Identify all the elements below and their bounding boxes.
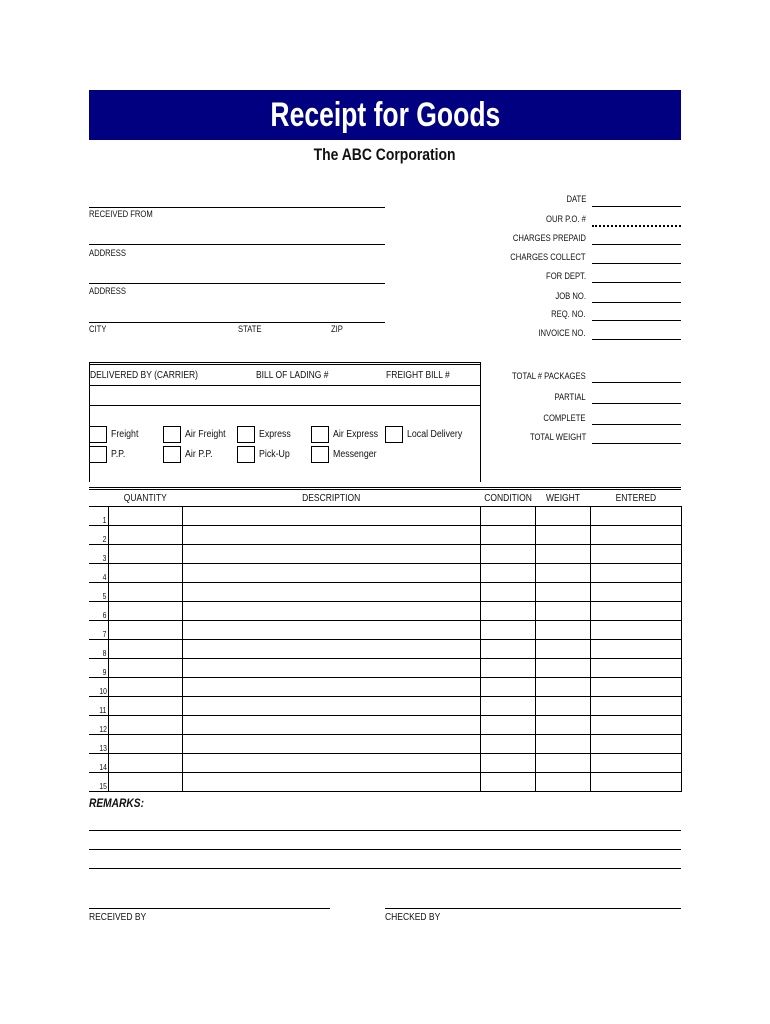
quantity-cell[interactable]	[108, 773, 182, 792]
table-row	[89, 526, 681, 545]
condition-cell[interactable]	[480, 507, 535, 526]
table-header-row	[89, 489, 681, 507]
quantity-cell[interactable]	[108, 602, 182, 621]
shipping-box-top	[89, 362, 481, 365]
bill-of-lading-label: BILL OF LADING #	[256, 370, 329, 381]
description-cell[interactable]	[182, 545, 480, 564]
entered-cell[interactable]	[590, 659, 681, 678]
local-delivery-label: Local Delivery	[407, 429, 463, 440]
entered-cell[interactable]	[590, 735, 681, 754]
job-no-field[interactable]	[592, 288, 681, 303]
remarks-line-2[interactable]	[89, 835, 681, 850]
partial-field[interactable]	[592, 389, 681, 404]
date-field[interactable]	[592, 192, 681, 207]
goods-table	[89, 487, 682, 792]
pick-up-label: Pick-Up	[259, 449, 290, 460]
condition-cell[interactable]	[480, 754, 535, 773]
complete-label: COMPLETE	[543, 413, 586, 423]
table-row	[89, 678, 681, 697]
condition-cell[interactable]	[480, 735, 535, 754]
remarks-label: REMARKS:	[89, 796, 144, 810]
remarks-line-1[interactable]	[89, 816, 681, 831]
pick-up-checkbox[interactable]	[237, 446, 255, 463]
condition-cell[interactable]	[480, 773, 535, 792]
condition-cell[interactable]	[480, 545, 535, 564]
row-number-text: 9	[102, 668, 107, 677]
row-number	[89, 526, 108, 545]
entered-cell[interactable]	[590, 754, 681, 773]
row-number-text: 4	[102, 573, 107, 582]
weight-cell[interactable]	[535, 583, 590, 602]
city-label: CITY	[89, 324, 107, 334]
shipping-entry-divider	[89, 405, 481, 406]
air-pp-checkbox[interactable]	[163, 446, 181, 463]
for-dept-field[interactable]	[592, 268, 681, 283]
row-number	[89, 716, 108, 735]
condition-cell[interactable]	[480, 583, 535, 602]
row-number-text: 7	[102, 630, 107, 639]
description-cell[interactable]	[182, 754, 480, 773]
description-cell[interactable]	[182, 583, 480, 602]
row-number-text: 6	[102, 611, 107, 620]
quantity-cell[interactable]	[108, 564, 182, 583]
job-no-label: JOB NO.	[555, 291, 586, 301]
row-number	[89, 678, 108, 697]
description-cell[interactable]	[182, 659, 480, 678]
air-express-label: Air Express	[333, 429, 378, 440]
table-row	[89, 659, 681, 678]
row-number-text: 1	[102, 516, 107, 525]
description-cell[interactable]	[182, 621, 480, 640]
condition-cell[interactable]	[480, 659, 535, 678]
charges-prepaid-field[interactable]	[592, 230, 681, 245]
entered-cell[interactable]	[590, 602, 681, 621]
address-1-label: ADDRESS	[89, 248, 126, 258]
checked-by-signature-line[interactable]	[385, 894, 681, 909]
weight-cell[interactable]	[535, 602, 590, 621]
invoice-no-label: INVOICE NO.	[538, 328, 586, 338]
entered-cell[interactable]	[590, 564, 681, 583]
charges-collect-field[interactable]	[592, 249, 681, 264]
carrier-entry-field[interactable]	[91, 388, 477, 402]
description-cell[interactable]	[182, 697, 480, 716]
table-row	[89, 735, 681, 754]
messenger-label: Messenger	[333, 449, 377, 460]
weight-cell[interactable]	[535, 564, 590, 583]
air-express-checkbox[interactable]	[311, 426, 329, 443]
address-2-line[interactable]	[89, 269, 385, 284]
condition-cell[interactable]	[480, 697, 535, 716]
row-number-text: 10	[98, 687, 107, 696]
row-number-text: 12	[98, 725, 107, 734]
address-2-label: ADDRESS	[89, 286, 126, 296]
weight-cell[interactable]	[535, 621, 590, 640]
weight-cell[interactable]	[535, 545, 590, 564]
row-number	[89, 640, 108, 659]
air-pp-label: Air P.P.	[185, 449, 213, 460]
weight-cell[interactable]	[535, 640, 590, 659]
company-name: The ABC Corporation	[314, 145, 456, 164]
description-cell[interactable]	[182, 735, 480, 754]
date-label: DATE	[566, 194, 586, 204]
row-number-text: 13	[98, 744, 107, 753]
quantity-cell[interactable]	[108, 716, 182, 735]
entered-cell[interactable]	[590, 526, 681, 545]
row-number-text: 15	[98, 782, 107, 791]
condition-cell[interactable]	[480, 640, 535, 659]
condition-cell[interactable]	[480, 621, 535, 640]
our-po-label: OUR P.O. #	[546, 214, 586, 224]
quantity-cell[interactable]	[108, 697, 182, 716]
city-state-zip-line[interactable]	[89, 308, 385, 323]
entered-cell[interactable]	[590, 773, 681, 792]
partial-label: PARTIAL	[554, 392, 586, 402]
table-row	[89, 583, 681, 602]
freight-checkbox[interactable]	[89, 426, 107, 443]
local-delivery-checkbox[interactable]	[385, 426, 403, 443]
row-number-text: 2	[102, 535, 107, 544]
entered-cell[interactable]	[590, 621, 681, 640]
description-cell[interactable]	[182, 564, 480, 583]
total-weight-field[interactable]	[592, 429, 681, 444]
total-packages-field[interactable]	[592, 368, 681, 383]
weight-cell[interactable]	[535, 735, 590, 754]
table-row	[89, 621, 681, 640]
entered-cell[interactable]	[590, 716, 681, 735]
address-1-line[interactable]	[89, 230, 385, 245]
description-header: DESCRIPTION	[182, 489, 480, 507]
entered-cell[interactable]	[590, 583, 681, 602]
row-number-text: 5	[102, 592, 107, 601]
complete-field[interactable]	[592, 410, 681, 425]
quantity-cell[interactable]	[108, 621, 182, 640]
row-number	[89, 773, 108, 792]
table-row	[89, 507, 681, 526]
description-cell[interactable]	[182, 602, 480, 621]
entered-cell[interactable]	[590, 640, 681, 659]
total-weight-label: TOTAL WEIGHT	[529, 432, 586, 442]
received-by-label: RECEIVED BY	[89, 912, 147, 923]
table-row	[89, 564, 681, 583]
zip-label: ZIP	[331, 324, 343, 334]
table-row	[89, 754, 681, 773]
freight-label: Freight	[111, 429, 139, 440]
description-cell[interactable]	[182, 640, 480, 659]
entered-cell[interactable]	[590, 545, 681, 564]
row-number	[89, 754, 108, 773]
remarks-line-3[interactable]	[89, 854, 681, 869]
number-header	[89, 489, 108, 507]
weight-cell[interactable]	[535, 754, 590, 773]
description-cell[interactable]	[182, 773, 480, 792]
row-number	[89, 659, 108, 678]
charges-prepaid-label: CHARGES PREPAID	[513, 233, 586, 243]
weight-cell[interactable]	[535, 716, 590, 735]
table-row	[89, 697, 681, 716]
description-cell[interactable]	[182, 507, 480, 526]
express-checkbox[interactable]	[237, 426, 255, 443]
title-bar	[89, 90, 681, 140]
entered-header: ENTERED	[590, 489, 681, 507]
quantity-cell[interactable]	[108, 545, 182, 564]
pp-checkbox[interactable]	[89, 446, 107, 463]
quantity-cell[interactable]	[108, 640, 182, 659]
row-number	[89, 621, 108, 640]
table-row	[89, 545, 681, 564]
row-number-text: 3	[102, 554, 107, 563]
air-freight-checkbox[interactable]	[163, 426, 181, 443]
weight-cell[interactable]	[535, 526, 590, 545]
page-title: Receipt for Goods	[270, 95, 500, 134]
state-label: STATE	[238, 324, 262, 334]
description-cell[interactable]	[182, 526, 480, 545]
received-by-signature-line[interactable]	[89, 894, 330, 909]
table-row	[89, 716, 681, 735]
quantity-cell[interactable]	[108, 678, 182, 697]
condition-cell[interactable]	[480, 602, 535, 621]
condition-cell[interactable]	[480, 716, 535, 735]
quantity-cell[interactable]	[108, 526, 182, 545]
req-no-label: REQ. NO.	[551, 309, 586, 319]
invoice-no-field[interactable]	[592, 325, 681, 340]
quantity-cell[interactable]	[108, 507, 182, 526]
row-number	[89, 602, 108, 621]
row-number	[89, 735, 108, 754]
weight-cell[interactable]	[535, 678, 590, 697]
req-no-field[interactable]	[592, 306, 681, 321]
air-freight-label: Air Freight	[185, 429, 226, 440]
received-from-line[interactable]	[89, 193, 385, 208]
pp-label: P.P.	[111, 449, 126, 460]
quantity-cell[interactable]	[108, 754, 182, 773]
entered-cell[interactable]	[590, 507, 681, 526]
row-number-text: 8	[102, 649, 107, 658]
condition-header: CONDITION	[480, 489, 535, 507]
delivered-by-label: DELIVERED BY (CARRIER)	[90, 370, 199, 381]
weight-cell[interactable]	[535, 697, 590, 716]
row-number-text: 14	[98, 763, 107, 772]
weight-cell[interactable]	[535, 507, 590, 526]
table-row	[89, 773, 681, 792]
row-number-text: 11	[99, 706, 107, 715]
quantity-cell[interactable]	[108, 583, 182, 602]
description-cell[interactable]	[182, 678, 480, 697]
row-number	[89, 583, 108, 602]
charges-collect-label: CHARGES COLLECT	[510, 252, 586, 262]
entered-cell[interactable]	[590, 678, 681, 697]
condition-cell[interactable]	[480, 526, 535, 545]
weight-cell[interactable]	[535, 659, 590, 678]
entered-cell[interactable]	[590, 697, 681, 716]
row-number	[89, 697, 108, 716]
row-number	[89, 564, 108, 583]
condition-cell[interactable]	[480, 564, 535, 583]
messenger-checkbox[interactable]	[311, 446, 329, 463]
quantity-cell[interactable]	[108, 735, 182, 754]
row-number	[89, 507, 108, 526]
weight-cell[interactable]	[535, 773, 590, 792]
table-row	[89, 640, 681, 659]
received-from-label: RECEIVED FROM	[89, 209, 153, 219]
our-po-field[interactable]	[592, 211, 681, 227]
quantity-cell[interactable]	[108, 659, 182, 678]
row-number	[89, 545, 108, 564]
table-row	[89, 602, 681, 621]
quantity-header: QUANTITY	[108, 489, 182, 507]
total-packages-label: TOTAL # PACKAGES	[512, 371, 586, 381]
shipping-box-right	[480, 362, 481, 482]
condition-cell[interactable]	[480, 678, 535, 697]
checked-by-label: CHECKED BY	[385, 912, 441, 923]
for-dept-label: FOR DEPT.	[546, 271, 586, 281]
shipping-header-divider	[89, 385, 481, 386]
express-label: Express	[259, 429, 291, 440]
description-cell[interactable]	[182, 716, 480, 735]
freight-bill-label: FREIGHT BILL #	[386, 370, 450, 381]
weight-header: WEIGHT	[535, 489, 590, 507]
